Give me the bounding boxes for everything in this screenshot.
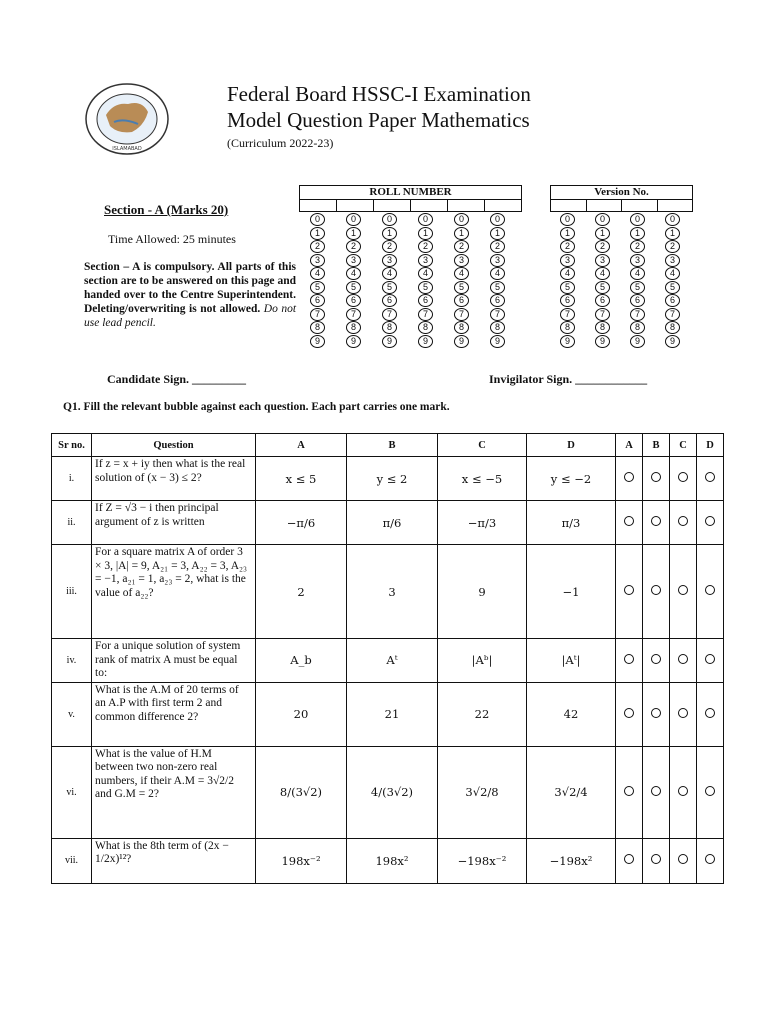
roll-box[interactable] — [411, 199, 448, 211]
digit-bubble[interactable]: 5 — [454, 281, 469, 294]
digit-bubble[interactable]: 2 — [595, 240, 610, 253]
curriculum-label: (Curriculum 2022-23) — [227, 136, 334, 150]
digit-bubble[interactable]: 5 — [560, 281, 575, 294]
table-row — [52, 639, 724, 683]
digit-bubble[interactable]: 1 — [595, 227, 610, 240]
answer-bubble-d[interactable] — [705, 786, 715, 796]
answer-bubble-d[interactable] — [705, 585, 715, 595]
answer-cell-c — [670, 457, 697, 501]
digit-bubble[interactable]: 8 — [560, 321, 575, 334]
digit-bubble[interactable]: 0 — [560, 213, 575, 226]
roll-box[interactable] — [374, 199, 411, 211]
row-number: vi. — [52, 746, 92, 838]
digit-bubble[interactable]: 0 — [595, 213, 610, 226]
answer-bubble-b[interactable] — [651, 585, 661, 595]
digit-bubble[interactable]: 2 — [560, 240, 575, 253]
digit-bubble[interactable]: 7 — [310, 308, 325, 321]
digit-bubble[interactable]: 2 — [490, 240, 505, 253]
digit-bubble[interactable]: 4 — [346, 267, 361, 280]
digit-bubble[interactable]: 9 — [560, 335, 575, 348]
digit-bubble[interactable]: 6 — [490, 294, 505, 307]
option-b: 21 — [347, 682, 438, 746]
section-instructions — [84, 260, 296, 330]
col-bubble-d: D — [697, 434, 724, 457]
answer-bubble-d[interactable] — [705, 654, 715, 664]
answer-bubble-b[interactable] — [651, 472, 661, 482]
answer-cell-b — [643, 838, 670, 883]
answer-bubble-d[interactable] — [705, 472, 715, 482]
option-d: 42 — [527, 682, 616, 746]
table-row — [52, 501, 724, 545]
title-line1: Federal Board HSSC-I Examination — [227, 82, 531, 106]
option-b: y ≤ 2 — [347, 457, 438, 501]
option-c: 3√2/8 — [438, 746, 527, 838]
col-bubble-b: B — [643, 434, 670, 457]
digit-bubble[interactable]: 8 — [665, 321, 680, 334]
digit-bubble[interactable]: 3 — [665, 254, 680, 267]
bubble-column — [454, 213, 469, 348]
version-header: Version No. — [550, 185, 693, 200]
row-number: iv. — [52, 639, 92, 683]
row-number: iii. — [52, 545, 92, 639]
option-d: π/3 — [527, 501, 616, 545]
digit-bubble[interactable]: 8 — [382, 321, 397, 334]
digit-bubble[interactable]: 9 — [454, 335, 469, 348]
digit-bubble[interactable]: 9 — [418, 335, 433, 348]
bubble-column — [382, 213, 397, 348]
answer-bubble-b[interactable] — [651, 786, 661, 796]
answer-bubble-d[interactable] — [705, 708, 715, 718]
digit-bubble[interactable]: 9 — [665, 335, 680, 348]
digit-bubble[interactable]: 6 — [454, 294, 469, 307]
time-allowed: Time Allowed: 25 minutes — [108, 232, 236, 246]
option-c: x ≤ −5 — [438, 457, 527, 501]
bubble-column — [560, 213, 575, 348]
digit-bubble[interactable]: 2 — [630, 240, 645, 253]
digit-bubble[interactable]: 0 — [382, 213, 397, 226]
version-box[interactable] — [622, 199, 658, 211]
digit-bubble[interactable]: 4 — [382, 267, 397, 280]
col-b: B — [347, 434, 438, 457]
answer-cell-a — [616, 746, 643, 838]
option-b: π/6 — [347, 501, 438, 545]
answer-bubble-c[interactable] — [678, 472, 688, 482]
option-a: A_b — [256, 639, 347, 683]
answer-cell-b — [643, 457, 670, 501]
digit-bubble[interactable]: 5 — [665, 281, 680, 294]
option-a: 8/(3√2) — [256, 746, 347, 838]
answer-cell-d — [697, 545, 724, 639]
digit-bubble[interactable]: 7 — [454, 308, 469, 321]
digit-bubble[interactable]: 6 — [595, 294, 610, 307]
digit-bubble[interactable]: 4 — [310, 267, 325, 280]
col-bubble-c: C — [670, 434, 697, 457]
answer-cell-c — [670, 838, 697, 883]
digit-bubble[interactable]: 3 — [418, 254, 433, 267]
version-box[interactable] — [551, 199, 587, 211]
answer-cell-a — [616, 545, 643, 639]
digit-bubble[interactable]: 3 — [346, 254, 361, 267]
answer-bubble-a[interactable] — [624, 786, 634, 796]
federal-board-logo — [84, 82, 170, 156]
table-row — [52, 838, 724, 883]
digit-bubble[interactable]: 3 — [310, 254, 325, 267]
answer-cell-d — [697, 457, 724, 501]
digit-bubble[interactable]: 4 — [454, 267, 469, 280]
col-a: A — [256, 434, 347, 457]
digit-bubble[interactable]: 9 — [346, 335, 361, 348]
digit-bubble[interactable]: 7 — [418, 308, 433, 321]
answer-cell-d — [697, 746, 724, 838]
question-text: For a unique solution of system rank of matrix A must be equal to: — [92, 639, 256, 683]
digit-bubble[interactable]: 9 — [310, 335, 325, 348]
answer-cell-a — [616, 501, 643, 545]
option-d: 3√2/4 — [527, 746, 616, 838]
answer-bubble-b[interactable] — [651, 654, 661, 664]
digit-bubble[interactable]: 2 — [382, 240, 397, 253]
version-box[interactable] — [587, 199, 623, 211]
digit-bubble[interactable]: 1 — [454, 227, 469, 240]
digit-bubble[interactable]: 6 — [382, 294, 397, 307]
option-c: 9 — [438, 545, 527, 639]
answer-bubble-c[interactable] — [678, 585, 688, 595]
digit-bubble[interactable]: 7 — [490, 308, 505, 321]
title-line2: Model Question Paper Mathematics — [227, 108, 530, 132]
digit-bubble[interactable]: 1 — [560, 227, 575, 240]
digit-bubble[interactable]: 6 — [346, 294, 361, 307]
digit-bubble[interactable]: 2 — [454, 240, 469, 253]
bubble-column — [665, 213, 680, 348]
digit-bubble[interactable]: 9 — [595, 335, 610, 348]
option-c: |Aᵇ| — [438, 639, 527, 683]
digit-bubble[interactable]: 4 — [665, 267, 680, 280]
answer-cell-d — [697, 639, 724, 683]
answer-cell-b — [643, 545, 670, 639]
question-text: What is the 8th term of (2x − 1/2x)¹²? — [92, 838, 256, 883]
digit-bubble[interactable]: 5 — [382, 281, 397, 294]
instructions-bold: Section – A is compulsory. All parts of this section are to be answered on this page and handed over to the Centre Superintendent. Deleting/overwriting is not allowed. — [84, 261, 296, 315]
answer-cell-c — [670, 746, 697, 838]
answer-bubble-a[interactable] — [624, 854, 634, 864]
col-question: Question — [92, 434, 256, 457]
col-c: C — [438, 434, 527, 457]
table-row — [52, 545, 724, 639]
answer-cell-c — [670, 545, 697, 639]
digit-bubble[interactable]: 5 — [418, 281, 433, 294]
digit-bubble[interactable]: 9 — [382, 335, 397, 348]
digit-bubble[interactable]: 7 — [595, 308, 610, 321]
option-d: y ≤ −2 — [527, 457, 616, 501]
version-box[interactable] — [658, 199, 693, 211]
digit-bubble[interactable]: 0 — [630, 213, 645, 226]
digit-bubble[interactable]: 5 — [310, 281, 325, 294]
digit-bubble[interactable]: 2 — [418, 240, 433, 253]
bubble-column — [630, 213, 645, 348]
digit-bubble[interactable]: 3 — [595, 254, 610, 267]
option-b: 198x² — [347, 838, 438, 883]
digit-bubble[interactable]: 5 — [490, 281, 505, 294]
answer-bubble-a[interactable] — [624, 516, 634, 526]
q1-instruction: Q1. Fill the relevant bubble against each question. Each part carries one mark. — [63, 401, 450, 413]
roll-box[interactable] — [300, 199, 337, 211]
digit-bubble[interactable]: 6 — [665, 294, 680, 307]
digit-bubble[interactable]: 4 — [418, 267, 433, 280]
digit-bubble[interactable]: 7 — [630, 308, 645, 321]
answer-cell-c — [670, 639, 697, 683]
roll-box[interactable] — [448, 199, 485, 211]
option-b: Aᵗ — [347, 639, 438, 683]
answer-cell-d — [697, 682, 724, 746]
section-title: Section - A (Marks 20) — [104, 202, 229, 217]
answer-cell-a — [616, 457, 643, 501]
answer-cell-c — [670, 501, 697, 545]
candidate-sign: Candidate Sign. _________ — [107, 372, 247, 386]
answer-cell-b — [643, 501, 670, 545]
digit-bubble[interactable]: 0 — [665, 213, 680, 226]
question-text: What is the A.M of 20 terms of an A.P with first term 2 and common difference 2? — [92, 682, 256, 746]
invigilator-sign: Invigilator Sign. ____________ — [489, 372, 648, 386]
answer-bubble-a[interactable] — [624, 708, 634, 718]
digit-bubble[interactable]: 3 — [560, 254, 575, 267]
answer-cell-b — [643, 746, 670, 838]
answer-cell-a — [616, 682, 643, 746]
col-bubble-a: A — [616, 434, 643, 457]
option-d: −1 — [527, 545, 616, 639]
svg-text:ISLAMABAD: ISLAMABAD — [112, 146, 142, 152]
answer-cell-c — [670, 682, 697, 746]
option-a: −π/6 — [256, 501, 347, 545]
option-a: 198x⁻² — [256, 838, 347, 883]
answer-cell-d — [697, 501, 724, 545]
digit-bubble[interactable]: 7 — [346, 308, 361, 321]
digit-bubble[interactable]: 3 — [454, 254, 469, 267]
roll-box[interactable] — [485, 199, 521, 211]
answer-cell-a — [616, 838, 643, 883]
digit-bubble[interactable]: 6 — [630, 294, 645, 307]
digit-bubble[interactable]: 1 — [310, 227, 325, 240]
bubble-column — [346, 213, 361, 348]
version-boxes[interactable] — [550, 199, 693, 212]
digit-bubble[interactable]: 8 — [418, 321, 433, 334]
digit-bubble[interactable]: 1 — [382, 227, 397, 240]
digit-bubble[interactable]: 3 — [630, 254, 645, 267]
answer-cell-b — [643, 639, 670, 683]
bubble-column — [418, 213, 433, 348]
option-a: 20 — [256, 682, 347, 746]
bubble-column — [595, 213, 610, 348]
digit-bubble[interactable]: 7 — [665, 308, 680, 321]
bubble-column — [310, 213, 325, 348]
digit-bubble[interactable]: 2 — [346, 240, 361, 253]
option-a: 2 — [256, 545, 347, 639]
digit-bubble[interactable]: 6 — [310, 294, 325, 307]
table-row — [52, 682, 724, 746]
digit-bubble[interactable]: 4 — [490, 267, 505, 280]
digit-bubble[interactable]: 6 — [418, 294, 433, 307]
question-text: For a square matrix A of order 3 × 3, |A| = 9, A₂₁ = 3, A₂₂ = 3, A₂₃ = −1, a₂₁ = 1, a₂₃ = 2, what is the value of a₂₂? — [92, 545, 256, 639]
option-c: 22 — [438, 682, 527, 746]
bubble-column — [490, 213, 505, 348]
digit-bubble[interactable]: 0 — [490, 213, 505, 226]
answer-cell-a — [616, 639, 643, 683]
option-b: 3 — [347, 545, 438, 639]
option-b: 4/(3√2) — [347, 746, 438, 838]
answer-bubble-b[interactable] — [651, 854, 661, 864]
digit-bubble[interactable]: 0 — [418, 213, 433, 226]
digit-bubble[interactable]: 8 — [490, 321, 505, 334]
digit-bubble[interactable]: 5 — [595, 281, 610, 294]
digit-bubble[interactable]: 9 — [490, 335, 505, 348]
question-text: If z = x + iy then what is the real solution of (x − 3) ≤ 2? — [92, 457, 256, 501]
option-c: −π/3 — [438, 501, 527, 545]
answer-bubble-d[interactable] — [705, 854, 715, 864]
row-number: i. — [52, 457, 92, 501]
table-row — [52, 457, 724, 501]
digit-bubble[interactable]: 4 — [630, 267, 645, 280]
option-d: −198x² — [527, 838, 616, 883]
instructions-italic: Do not use lead pencil. — [84, 303, 297, 329]
digit-bubble[interactable]: 8 — [310, 321, 325, 334]
option-d: |Aᵗ| — [527, 639, 616, 683]
digit-bubble[interactable]: 7 — [382, 308, 397, 321]
digit-bubble[interactable]: 8 — [595, 321, 610, 334]
answer-cell-d — [697, 838, 724, 883]
digit-bubble[interactable]: 4 — [595, 267, 610, 280]
question-text: What is the value of H.M between two non-zero real numbers, if their A.M = 3√2/2 and G.M = 2? — [92, 746, 256, 838]
digit-bubble[interactable]: 6 — [560, 294, 575, 307]
digit-bubble[interactable]: 4 — [560, 267, 575, 280]
row-number: ii. — [52, 501, 92, 545]
digit-bubble[interactable]: 8 — [346, 321, 361, 334]
answer-bubble-c[interactable] — [678, 854, 688, 864]
digit-bubble[interactable]: 8 — [630, 321, 645, 334]
answer-bubble-a[interactable] — [624, 472, 634, 482]
col-sr: Sr no. — [52, 434, 92, 457]
answer-cell-b — [643, 682, 670, 746]
digit-bubble[interactable]: 0 — [454, 213, 469, 226]
roll-box[interactable] — [337, 199, 374, 211]
answer-bubble-c[interactable] — [678, 786, 688, 796]
col-d: D — [527, 434, 616, 457]
digit-bubble[interactable]: 0 — [310, 213, 325, 226]
answer-bubble-d[interactable] — [705, 516, 715, 526]
digit-bubble[interactable]: 1 — [630, 227, 645, 240]
digit-bubble[interactable]: 8 — [454, 321, 469, 334]
question-text: If Z = √3 − i then principal argument of z is written — [92, 501, 256, 545]
digit-bubble[interactable]: 1 — [346, 227, 361, 240]
table-header-row — [52, 434, 724, 457]
table-row — [52, 746, 724, 838]
digit-bubble[interactable]: 2 — [310, 240, 325, 253]
row-number: vii. — [52, 838, 92, 883]
answer-bubble-b[interactable] — [651, 708, 661, 718]
answer-bubble-b[interactable] — [651, 516, 661, 526]
digit-bubble[interactable]: 7 — [560, 308, 575, 321]
question-table — [51, 433, 724, 884]
row-number: v. — [52, 682, 92, 746]
digit-bubble[interactable]: 0 — [346, 213, 361, 226]
answer-bubble-c[interactable] — [678, 654, 688, 664]
answer-bubble-a[interactable] — [624, 585, 634, 595]
digit-bubble[interactable]: 5 — [346, 281, 361, 294]
digit-bubble[interactable]: 3 — [382, 254, 397, 267]
digit-bubble[interactable]: 2 — [665, 240, 680, 253]
answer-bubble-c[interactable] — [678, 708, 688, 718]
option-c: −198x⁻² — [438, 838, 527, 883]
digit-bubble[interactable]: 1 — [418, 227, 433, 240]
roll-number-boxes[interactable] — [299, 199, 522, 212]
option-a: x ≤ 5 — [256, 457, 347, 501]
answer-bubble-c[interactable] — [678, 516, 688, 526]
digit-bubble[interactable]: 9 — [630, 335, 645, 348]
digit-bubble[interactable]: 5 — [630, 281, 645, 294]
digit-bubble[interactable]: 1 — [665, 227, 680, 240]
digit-bubble[interactable]: 1 — [490, 227, 505, 240]
answer-bubble-a[interactable] — [624, 654, 634, 664]
digit-bubble[interactable]: 3 — [490, 254, 505, 267]
roll-number-header: ROLL NUMBER — [299, 185, 522, 200]
